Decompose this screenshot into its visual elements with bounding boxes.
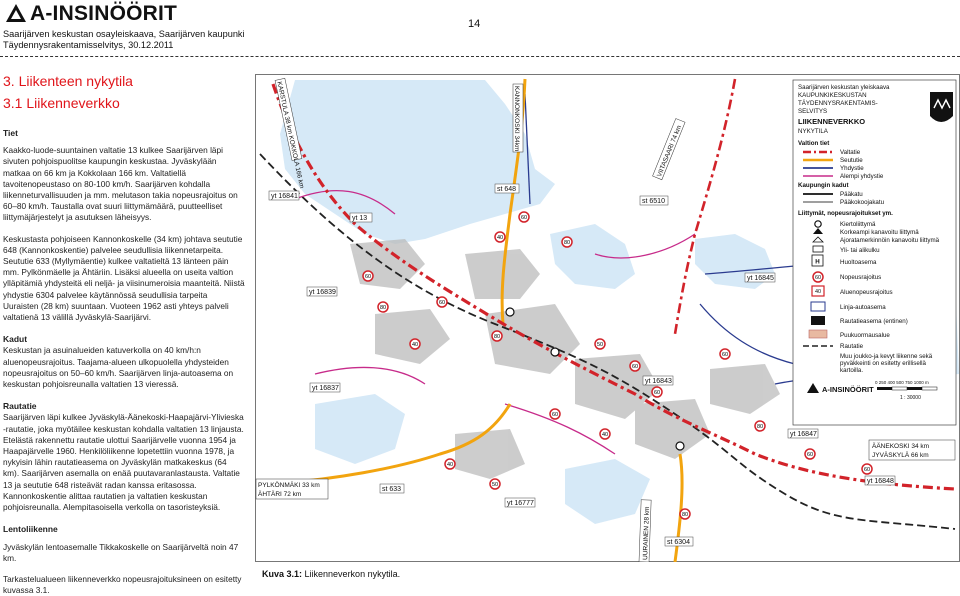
- lentoliikenne-paragraph: Jyväskylän lentoasemalle Tikkakoskelle on Saarijärveltä noin 47 km.: [3, 541, 239, 563]
- road-label: [745, 273, 775, 282]
- road-label: [865, 476, 895, 485]
- figure-caption: [262, 569, 400, 579]
- svg-text:ÄÄNEKOSKI 34 km: ÄÄNEKOSKI 34 km: [872, 443, 930, 450]
- legend-label-yhdystie: Yhdystie: [840, 165, 864, 172]
- legend-speed-sign-value: 60: [814, 275, 822, 281]
- legend-note-line: pyväkkeinti on esitetty erillisellä: [840, 360, 926, 367]
- kadut-paragraph: Keskustan ja asuinalueiden katuverkolla on 40 km/h:n aluenopeusrajoitus. Taajama-alueen ulkopuolella yhdysteiden nopeusrajoitus on 50–60 km/h. Saarijärven linja-autoasema on keskustan pohjoisreunalla valtatien 13 vieressä.: [3, 345, 234, 390]
- svg-text:40: 40: [496, 235, 504, 241]
- tiet-heading: Tiet: [3, 128, 18, 138]
- svg-text:yt 16843: yt 16843: [645, 378, 672, 385]
- figure-caption-text: Liikenneverkon nykytila.: [302, 569, 401, 579]
- legend-label-korkeampi: Korkeampi kanavoitu liittymä: [840, 229, 919, 236]
- legend-group-streets: Kaupungin kadut: [798, 182, 849, 189]
- tiet-paragraph-1: Kaakko-luode-suuntainen valtatie 13 kulkee Saarijärven läpi sivuten pohjoispuolitse kaupungin keskustaa. Jyväskylään matkaa on 66 km ja Kokkolaan 166 km. Valtatiellä tavoitenopeustaso on 80-100 km/h. Saarijärven kohdalla liikenneturvallisuuden ja mm. melutason takia nopeusrajoitus on 60–80 km/h. Taustalla ovat suuri liittymämäärä, puutteelliset liittymäjärjestelyt ja asutuksen läheisyys.: [3, 145, 238, 223]
- header-project-line: Saarijärven keskustan osayleiskaava, Saarijärven kaupunki: [3, 29, 245, 39]
- legend-label-rautatieasema: Rautatieasema (entinen): [840, 318, 908, 325]
- company-logo-icon: [5, 3, 27, 25]
- svg-text:KANNONKOSKI 34km: KANNONKOSKI 34km: [513, 86, 520, 152]
- svg-text:yt 16845: yt 16845: [747, 275, 774, 282]
- svg-text:yt 16847: yt 16847: [790, 431, 817, 438]
- svg-text:50: 50: [491, 482, 499, 488]
- speed-sign: [363, 271, 373, 281]
- body-text-column: [3, 72, 245, 596]
- legend-h-letter: H: [815, 258, 820, 266]
- legend-group-state-roads: Valtion tiet: [798, 140, 830, 147]
- svg-text:60: 60: [520, 215, 528, 221]
- legend-city-logo-icon: [930, 92, 953, 122]
- road-label: [380, 484, 404, 493]
- svg-text:60: 60: [364, 274, 372, 280]
- svg-text:st 648: st 648: [497, 186, 517, 193]
- svg-text:yt 16837: yt 16837: [312, 385, 339, 392]
- legend-label-paakokoojakatu: Pääkokoojakatu: [840, 199, 885, 206]
- svg-text:80: 80: [756, 424, 764, 430]
- tiet-paragraph-2: Keskustasta pohjoiseen Kannonkoskelle (34 km) johtava seututie 648 (Kannonkoskentie) palvelee seudullisia liikennetarpeita. Seututie 633 (Myllymäentie) kulkee valtatieltä 13 länteen päin mm. Pylkönmäelle ja Ähtäriin. Lisäksi alueella on useita valtion ylläpitämiä yhdysteitä eli neljä- ja viisinumeroisia maanteitä. Niistä yhdystie 6304 palvelee käytännössä seudullisia tarpeita Uuraisten (28 km) suuntaan. Vuoteen 1962 asti yhteys palveli valtatienä 13 välillä Jyväskylä-Saarijärvi.: [3, 233, 245, 323]
- speed-sign: [562, 237, 572, 247]
- speed-sign: [445, 459, 455, 469]
- svg-text:60: 60: [863, 467, 871, 473]
- legend-subtitle: NYKYTILA: [798, 128, 828, 135]
- svg-text:st 6510: st 6510: [642, 198, 665, 205]
- legend-note-line: kartoilla.: [840, 367, 864, 374]
- header-divider: [0, 56, 960, 57]
- road-label: [307, 287, 337, 296]
- svg-text:40: 40: [411, 342, 419, 348]
- speed-sign: [805, 449, 815, 459]
- svg-text:PYLKÖNMÄKI 33 km: PYLKÖNMÄKI 33 km: [258, 482, 320, 489]
- speed-sign: [492, 331, 502, 341]
- legend-label-kiertoliittyma: Kiertoliittymä: [840, 221, 876, 228]
- road-label: [310, 383, 340, 392]
- speed-sign: [490, 479, 500, 489]
- svg-text:JYVÄSKYLÄ 66 km: JYVÄSKYLÄ 66 km: [872, 452, 929, 459]
- svg-text:60: 60: [721, 352, 729, 358]
- legend-area-speed-value: 40: [814, 289, 822, 295]
- svg-text:40: 40: [446, 462, 454, 468]
- legend-scale-text: 0 250 400 500 750 1000 m: [875, 380, 929, 385]
- road-label: [665, 537, 693, 546]
- svg-text:yt 16839: yt 16839: [309, 289, 336, 296]
- footnote-paragraph: Tarkastelualueen liikenneverkko nopeusrajoituksineen on esitetty kuvassa 3.1.: [3, 573, 242, 596]
- svg-text:80: 80: [493, 334, 501, 340]
- speed-sign: [410, 339, 420, 349]
- legend-main-title: LIIKENNEVERKKO: [798, 117, 866, 126]
- legend-note-line: Muu joukko-ja kevyt liikenne sekä: [840, 353, 933, 360]
- svg-text:40: 40: [601, 432, 609, 438]
- svg-text:60: 60: [438, 300, 446, 306]
- svg-text:yt 16841: yt 16841: [271, 193, 298, 200]
- svg-text:VIITASAARI 74 km: VIITASAARI 74 km: [656, 124, 684, 178]
- svg-text:KARSTULA 38 km KOKKOLA 166 km: KARSTULA 38 km KOKKOLA 166 km: [275, 80, 305, 190]
- svg-text:UURAINEN 28 km: UURAINEN 28 km: [642, 506, 651, 561]
- svg-text:yt 16848: yt 16848: [867, 478, 894, 485]
- rautatie-heading: Rautatie: [3, 401, 37, 412]
- legend-bus-station-icon: [811, 302, 825, 311]
- speed-sign: [755, 421, 765, 431]
- direction-label-kannonkoski: [513, 84, 523, 152]
- road-label: [505, 498, 535, 507]
- legend-label-huoltoasema: Huoltoasema: [840, 259, 877, 266]
- svg-text:60: 60: [631, 364, 639, 370]
- legend-group-junctions: Liittymät, nopeusrajoitukset ym.: [798, 210, 893, 217]
- legend-railway-station-icon: [811, 316, 825, 325]
- legend-label-paakatu: Pääkatu: [840, 191, 863, 198]
- legend-label-alempi: Alempi yhdystie: [840, 173, 884, 180]
- svg-text:60: 60: [806, 452, 814, 458]
- figure-caption-label: Kuva 3.1:: [262, 569, 303, 579]
- svg-text:60: 60: [551, 412, 559, 418]
- speed-sign: [595, 339, 605, 349]
- svg-text:yt 13: yt 13: [352, 215, 368, 222]
- rautatie-paragraph: Saarijärven läpi kulkee Jyväskylä-Äänekoski-Haapajärvi-Ylivieska -rautatie, joka myötäilee keskustan kohdalla valtatien 13 linjausta. Etelästä rakennettu rautatie ulottui Saarijärvelle vuonna 1954 ja Haapajärvelle 1960. Henkilöliikenne lopetettiin vuonna 1978, ja nykyisin lähin rautatieasema on Jyväskylän matkakeskus (64 km). Saarijärven asemalla on enää puutavaranlastausta. Valtatie 13 ja seututie 648 risteävät radan kanssa eritasossa. Kannonkoskentie alittaa rautatien ja valtatien keskustan pohjoisreunalla. Alempitasoisella verkolla on tasoristeyksiä.: [3, 412, 244, 513]
- legend-title-line: Saarijärven keskustan yleiskaava: [798, 84, 890, 91]
- speed-sign: [437, 297, 447, 307]
- section-heading: 3.1 Liikenneverkko: [3, 95, 120, 111]
- speed-sign: [862, 464, 872, 474]
- legend-timber-yard-icon: [809, 330, 827, 338]
- speed-sign: [652, 387, 662, 397]
- kadut-heading: Kadut: [3, 334, 28, 345]
- legend-roundabout-icon: [815, 221, 821, 227]
- legend-title-line: SELVITYS: [798, 108, 828, 115]
- legend-label-aluenopeus: Aluenopeusrajoitus: [840, 289, 893, 296]
- road-label: [788, 429, 818, 438]
- road-label: [350, 213, 372, 222]
- chapter-heading: 3. Liikenteen nykytila: [3, 73, 133, 89]
- direction-label-uurainen: [639, 500, 651, 562]
- company-logo-text: A-INSINÖÖRIT: [30, 2, 178, 25]
- legend-title-line: KAUPUNKIKESKUSTAN: [798, 92, 867, 99]
- svg-text:80: 80: [379, 305, 387, 311]
- roundabout: [551, 348, 559, 356]
- speed-sign: [550, 409, 560, 419]
- road-network-map: [255, 74, 960, 562]
- svg-text:st 6304: st 6304: [667, 539, 690, 546]
- road-label: [269, 191, 299, 200]
- speed-sign: [630, 361, 640, 371]
- legend-scale-ratio: 1 : 30000: [900, 395, 921, 401]
- legend-label-valtatie: Valtatie: [840, 149, 861, 156]
- svg-text:st 633: st 633: [382, 486, 402, 493]
- svg-text:60: 60: [653, 390, 661, 396]
- legend-label-puukuorma: Puukuormausalue: [840, 332, 890, 339]
- lentoliikenne-heading: Lentoliikenne: [3, 524, 58, 535]
- speed-sign: [720, 349, 730, 359]
- speed-sign: [378, 302, 388, 312]
- road-label: [495, 184, 519, 193]
- svg-text:80: 80: [563, 240, 571, 246]
- legend-label-rautatie: Rautatie: [840, 343, 864, 350]
- map-legend: [793, 80, 956, 425]
- svg-text:50: 50: [596, 342, 604, 348]
- svg-text:ÄHTÄRI 72 km: ÄHTÄRI 72 km: [258, 491, 302, 498]
- speed-sign: [495, 232, 505, 242]
- legend-label-linja: Linja-autoasema: [840, 304, 886, 311]
- direction-label-aanekoski: [869, 440, 955, 460]
- legend-label-ajoratamerkinnoin: Ajoratamerkinnöin kanavoitu liittymä: [840, 237, 940, 244]
- svg-text:yt 16777: yt 16777: [507, 500, 534, 507]
- legend-underpass-icon: [813, 246, 823, 252]
- legend-logo-text: A-INSINÖÖRIT: [822, 385, 874, 394]
- svg-text:80: 80: [681, 512, 689, 518]
- roundabout: [506, 308, 514, 316]
- direction-label-pylkonmaki: [256, 479, 328, 499]
- legend-label-nopeusrajoitus: Nopeusrajoitus: [840, 274, 882, 281]
- legend-label-seututie: Seututie: [840, 157, 863, 164]
- speed-sign: [519, 212, 529, 222]
- legend-label-alikulku: Yli- tai alikulku: [840, 247, 880, 254]
- legend-title-line: TÄYDENNYSRAKENTAMIS-: [798, 100, 878, 107]
- roundabout: [676, 442, 684, 450]
- speed-sign: [600, 429, 610, 439]
- speed-sign: [680, 509, 690, 519]
- road-label: [640, 196, 668, 205]
- header-report-line: Täydennysrakentamisselvitys, 30.12.2011: [3, 40, 174, 50]
- page-number: 14: [468, 18, 481, 30]
- road-label: [643, 376, 673, 385]
